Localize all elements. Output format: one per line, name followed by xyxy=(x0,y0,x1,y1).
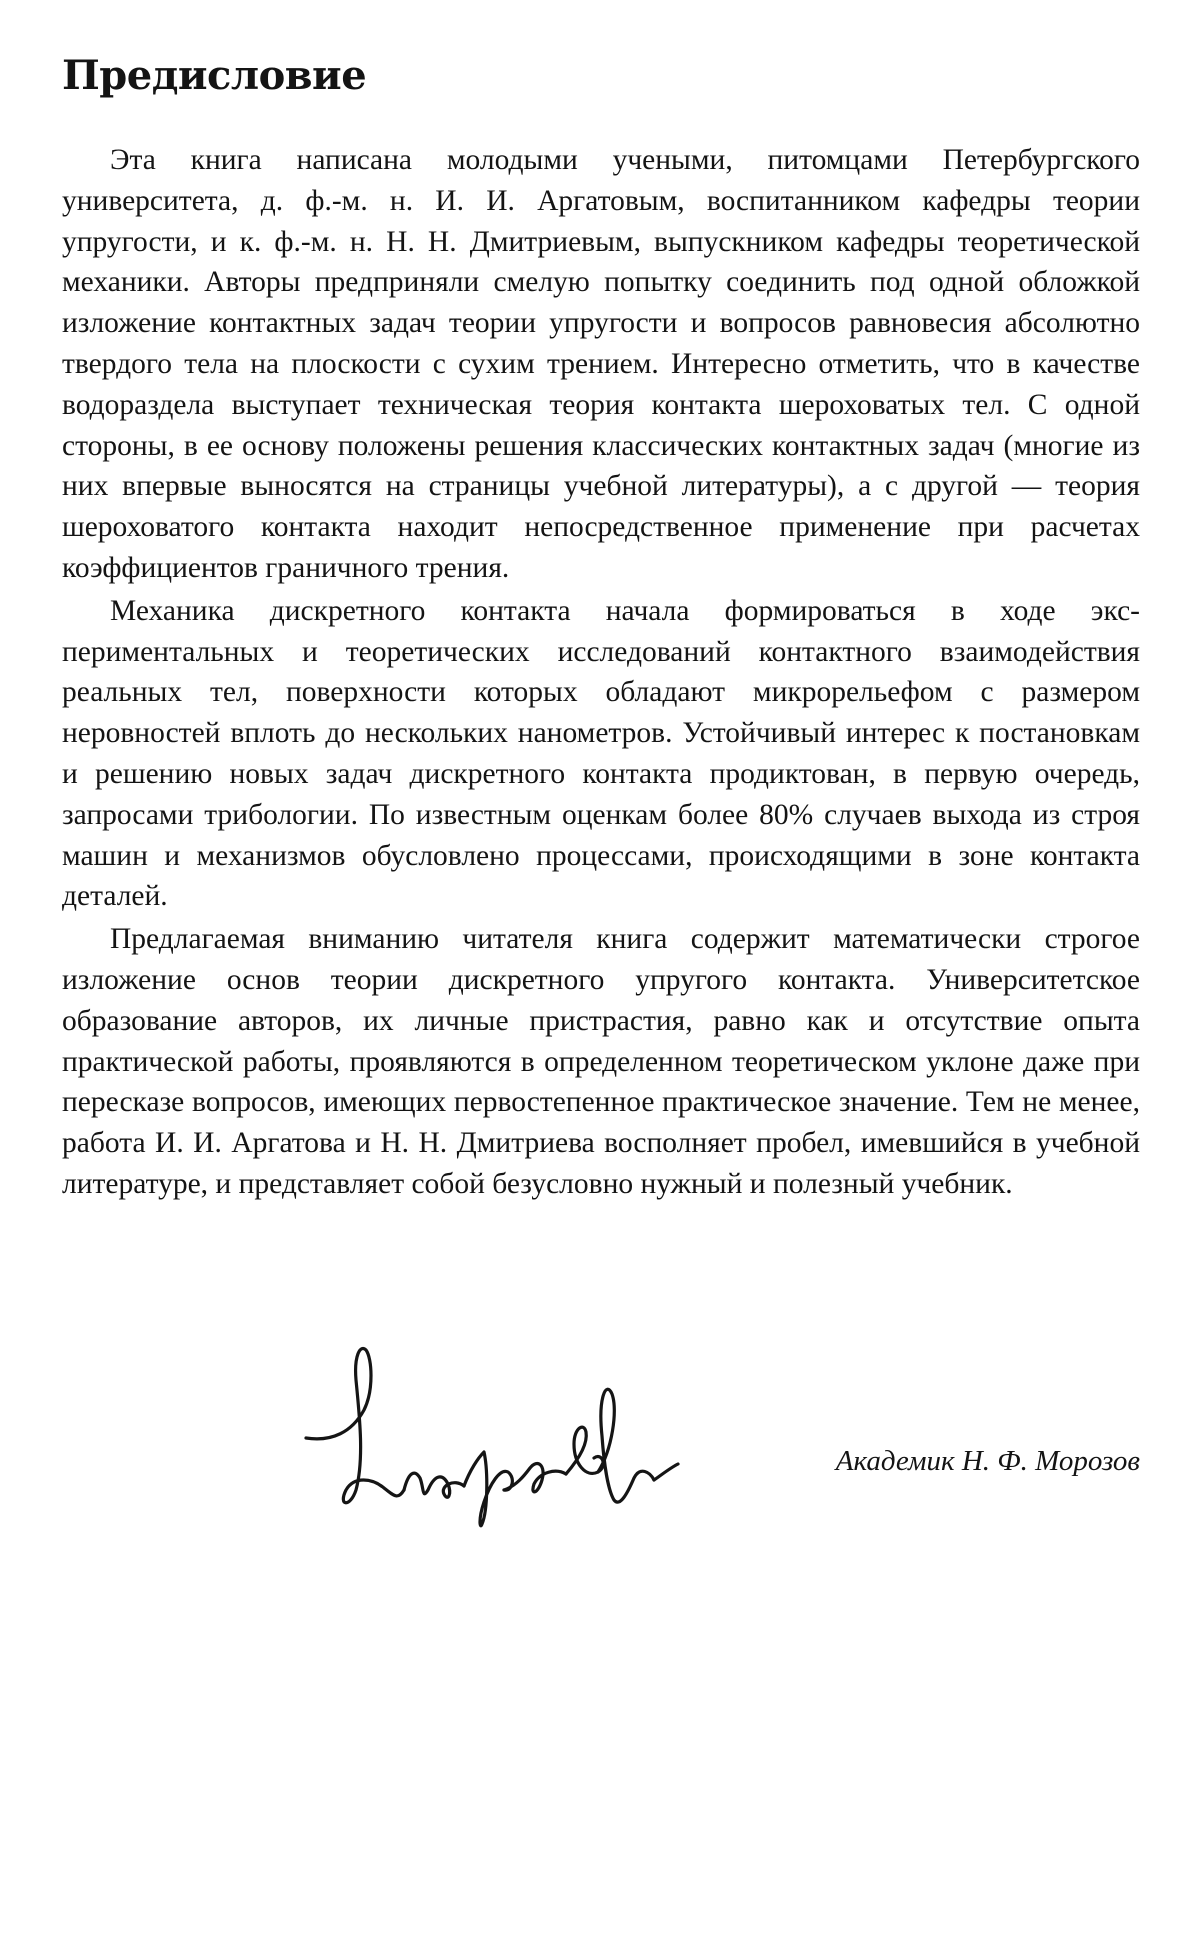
paragraph-2: Механика дискретного контакта начала формироваться в ходе экспериментальных и теоретических исследований контактного взаимодействия реальных тел, поверхности которых обладают микрорельефом с размером неровностей вплоть до нескольких нанометров. Устойчивый интерес к постановкам и решению новых задач дискретного контакта продиктован, в первую очередь, запросами трибологии. По известным оценкам более 80% случаев выхода из строя машин и механизмов обусловлено процессами, происходящими в зоне контакта деталей. xyxy=(62,594,1140,913)
signer-name: Академик Н. Ф. Морозов xyxy=(835,1445,1140,1477)
preface-page xyxy=(62,52,1140,1477)
signature-block xyxy=(62,1340,1140,1530)
paragraph-1: Эта книга написана молодыми учеными, питомцами Петербургского университета, д. ф.-м. н. И. И. Аргатовым, воспитанником кафедры теории упругости, и к. ф.-м. н. Н. Н. Дмитриевым, выпускником кафедры теоретической механики. Авторы предприняли смелую попытку соединить под одной обложкой изложение контактных задач теории упругости и вопросов равновесия абсолютно твердого тела на плоскости с сухим трением. Интересно отметить, что в качестве водораздела выступает техническая теория контакта шероховатых тел. С одной стороны, в ее основу положены решения классических контактных задач (многие из них впервые выносятся на страницы учебной литературы), а с другой — теория шероховатого контакта находит непосредственное применение при расчетах коэффициентов граничного трения. xyxy=(62,144,1140,584)
page-title: Предисловие xyxy=(62,52,367,99)
handwritten-signature xyxy=(294,1340,794,1530)
paragraph-3: Предлагаемая вниманию читателя книга содержит математически строгое изложение основ теории дискретного упругого контакта. Университетское образование авторов, их личные пристрастия, равно как и отсутствие опыта практической работы, проявляются в определенном теоретическом уклоне даже при пересказе вопросов, имеющих первостепенное практическое значение. Тем не менее, работа И. И. Аргатова и Н. Н. Дмитриева восполняет пробел, имевшийся в учебной литературе, и представляет собой безусловно нужный и полезный учебник. xyxy=(62,923,1140,1200)
